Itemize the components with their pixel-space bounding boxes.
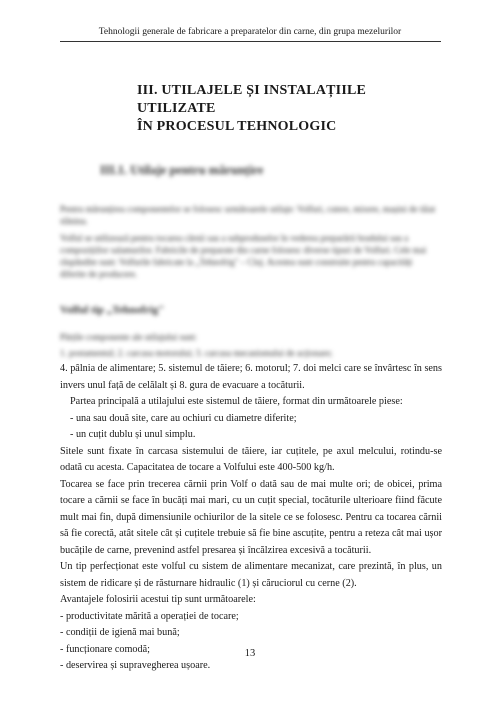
list-item: - condiții de igienă mai bună;	[60, 627, 180, 638]
chapter-title	[137, 82, 437, 136]
body-paragraph: Tocarea se face prin trecerea cărnii prin Volf o dată sau de mai multe ori; de obicei, prima tocare a cărnii se face în bucăți mai mari, cu un cuțit special, tocăturile ulterioare fiind făcute mult mai fin, după dimensiunile ochiurilor de la sitele ce se folosesc. Pentru ca tocarea cărnii să fie corectă, atât sitele cât și cuțitele trebuie să fie bine ascuțite, pentru a reteza cât mai ușor bucățile de carne, prevenind astfel presarea și încălzirea excesivă a tocăturii.	[60, 478, 442, 556]
section-title: III.1. Utilaje pentru mărunțire	[100, 163, 264, 177]
header-rule	[60, 41, 441, 42]
body-paragraph: Un tip perfecționat este volful cu sistem de alimentare mecanizat, care prezintă, în plus, un sistem de ridicare și de răsturnare hidraulic (1) și căruciorul cu cerne (2).	[60, 561, 442, 589]
list-item: - funcționare comodă;	[60, 643, 150, 655]
body-text	[60, 361, 442, 675]
intro-paragraph-1: Pentru mărunțirea componentelor se folosesc următoarele utilaje: Volfuri, cutere, mixere, mașini de tăiat slănina.	[60, 204, 436, 226]
subsection-line-2: 1. postamentul; 2. carcasa motorului; 3. carcasa mecanismului de acționare;	[60, 348, 333, 358]
intro-paragraph-2: Volful se utilizează pentru tocarea cărnii sau a subproduselor în vederea preparării bradului sau a compozițiilor salamurilor. Fabricile de preparate din carne folosesc diverse tipuri de Volfuri. Cele mai răspândite sunt: Volfurile fabricate la „Tehnofrig" – Cluj. Acestea sunt construite pentru capacități diferite de producere.	[60, 233, 427, 279]
body-paragraph: Avantajele folosirii acestui tip sunt următoarele:	[60, 594, 256, 605]
list-item: - una sau două site, care au ochiuri cu diametre diferite;	[70, 412, 297, 424]
body-paragraph: Partea principală a utilajului este sistemul de tăiere, format din următoarele piese:	[70, 396, 403, 407]
chapter-title-line-1: III. UTILAJELE ȘI INSTALAȚIILE UTILIZATE	[137, 83, 367, 116]
body-paragraph: Sitele sunt fixate în carcasa sistemului de tăiere, iar cuțitele, pe axul melcului, rotindu-se odată cu acesta. Capacitatea de tocare a Volfului este 400-500 kg/h.	[60, 445, 442, 473]
chapter-title-line-2: ÎN PROCESUL TEHNOLOGIC	[137, 119, 337, 134]
page-number: 13	[244, 648, 256, 659]
list-item: - un cuțit dublu și unul simplu.	[70, 429, 196, 440]
subsection-title: Volful tip „Tehnofrig"	[60, 304, 165, 316]
list-item: - productivitate mărită a operației de tocare;	[60, 610, 239, 622]
list-item: - deservirea și supravegherea ușoare.	[60, 660, 211, 671]
body-paragraph: 4. pâlnia de alimentare; 5. sistemul de tăiere; 6. motorul; 7. doi melci care se învârtesc în sens invers unul față de celălalt și 8. gura de evacuare a tocăturii.	[60, 363, 442, 391]
subsection-line-1: Părțile componente ale utilajului sunt:	[60, 332, 197, 342]
running-header: Tehnologii generale de fabricare a preparatelor din carne, din grupa mezelurilor	[98, 27, 402, 37]
